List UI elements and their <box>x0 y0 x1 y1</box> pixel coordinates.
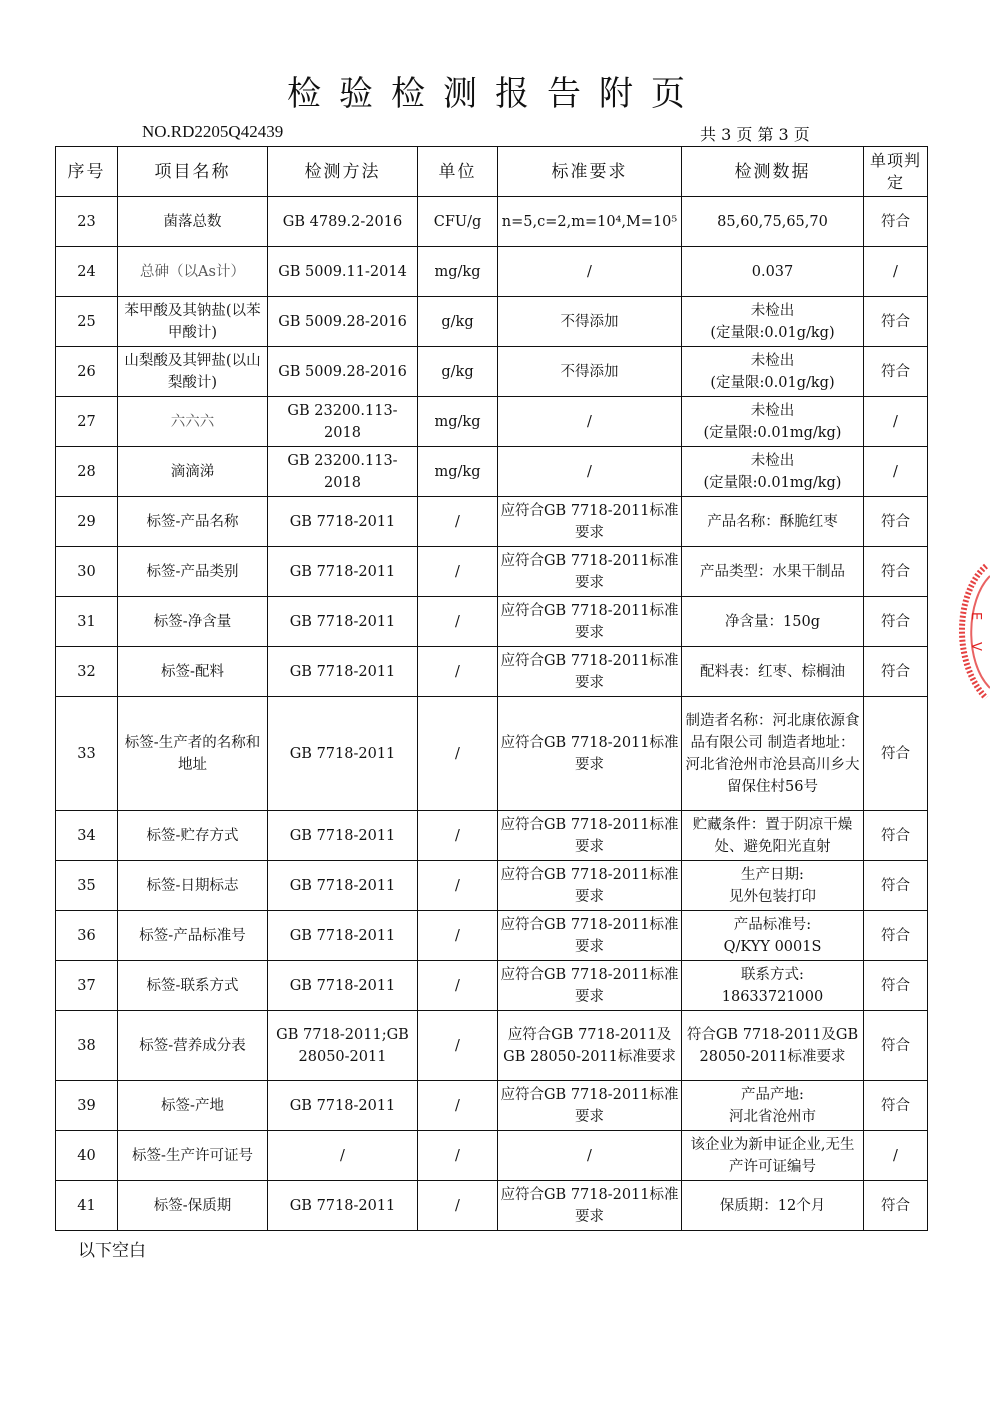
table-row <box>56 247 928 297</box>
standard-requirement: 应符合GB 7718-2011标准要求 <box>498 1081 682 1131</box>
test-data: 0.037 <box>682 247 864 297</box>
item-name: 标签-联系方式 <box>118 961 268 1011</box>
table-body <box>56 197 928 1231</box>
judgement: 符合 <box>864 697 928 811</box>
row-number: 37 <box>56 961 118 1011</box>
standard-requirement: 应符合GB 7718-2011标准要求 <box>498 497 682 547</box>
item-name: 标签-产品类别 <box>118 547 268 597</box>
standard-requirement: n=5,c=2,m=10⁴,M=10⁵ <box>498 197 682 247</box>
row-number: 24 <box>56 247 118 297</box>
test-method: GB 23200.113-2018 <box>268 447 418 497</box>
row-number: 41 <box>56 1181 118 1231</box>
judgement: 符合 <box>864 861 928 911</box>
item-name: 标签-营养成分表 <box>118 1011 268 1081</box>
unit: g/kg <box>418 347 498 397</box>
column-header: 检测数据 <box>682 147 864 197</box>
test-data: 产品名称：酥脆红枣 <box>682 497 864 547</box>
test-data: 产品类型：水果干制品 <box>682 547 864 597</box>
table-header-row <box>56 147 928 197</box>
test-method: GB 5009.28-2016 <box>268 297 418 347</box>
test-data: 配料表：红枣、棕榈油 <box>682 647 864 697</box>
report-number: NO.RD2205Q42439 <box>142 122 284 141</box>
item-name: 滴滴涕 <box>118 447 268 497</box>
standard-requirement: 不得添加 <box>498 347 682 397</box>
table-row <box>56 1011 928 1081</box>
column-header: 单项判定 <box>864 147 928 197</box>
item-name: 标签-生产者的名称和地址 <box>118 697 268 811</box>
test-method: / <box>268 1131 418 1181</box>
test-data: 85,60,75,65,70 <box>682 197 864 247</box>
table-row <box>56 961 928 1011</box>
unit: / <box>418 1011 498 1081</box>
svg-text:E: E <box>968 612 983 621</box>
table-row <box>56 1181 928 1231</box>
row-number: 27 <box>56 397 118 447</box>
test-method: GB 7718-2011 <box>268 1081 418 1131</box>
test-method: GB 4789.2-2016 <box>268 197 418 247</box>
test-data: 制造者名称：河北康依源食品有限公司 制造者地址：河北省沧州市沧县高川乡大留保住村56号 <box>682 697 864 811</box>
row-number: 29 <box>56 497 118 547</box>
unit: / <box>418 861 498 911</box>
standard-requirement: 不得添加 <box>498 297 682 347</box>
test-data: 联系方式: 18633721000 <box>682 961 864 1011</box>
unit: mg/kg <box>418 247 498 297</box>
judgement: 符合 <box>864 1181 928 1231</box>
standard-requirement: 应符合GB 7718-2011标准要求 <box>498 961 682 1011</box>
svg-text:V: V <box>968 642 983 651</box>
unit: / <box>418 547 498 597</box>
test-method: GB 23200.113-2018 <box>268 397 418 447</box>
table-row <box>56 497 928 547</box>
column-header: 序号 <box>56 147 118 197</box>
judgement: 符合 <box>864 497 928 547</box>
column-header: 标准要求 <box>498 147 682 197</box>
test-data: 产品产地: 河北省沧州市 <box>682 1081 864 1131</box>
standard-requirement: / <box>498 247 682 297</box>
judgement: / <box>864 397 928 447</box>
report-table <box>55 146 928 1231</box>
judgement: 符合 <box>864 1081 928 1131</box>
test-data: 生产日期: 见外包装打印 <box>682 861 864 911</box>
table-row <box>56 547 928 597</box>
row-number: 40 <box>56 1131 118 1181</box>
unit: / <box>418 1081 498 1131</box>
item-name: 标签-产品标准号 <box>118 911 268 961</box>
test-method: GB 7718-2011 <box>268 647 418 697</box>
test-data: 净含量：150g <box>682 597 864 647</box>
item-name: 标签-产地 <box>118 1081 268 1131</box>
item-name: 标签-贮存方式 <box>118 811 268 861</box>
test-method: GB 7718-2011 <box>268 697 418 811</box>
table-row <box>56 1131 928 1181</box>
row-number: 23 <box>56 197 118 247</box>
standard-requirement: 应符合GB 7718-2011标准要求 <box>498 547 682 597</box>
judgement: / <box>864 447 928 497</box>
row-number: 30 <box>56 547 118 597</box>
column-header: 单位 <box>418 147 498 197</box>
judgement: 符合 <box>864 911 928 961</box>
item-name: 山梨酸及其钾盐(以山梨酸计) <box>118 347 268 397</box>
standard-requirement: / <box>498 397 682 447</box>
row-number: 26 <box>56 347 118 397</box>
test-method: GB 7718-2011 <box>268 497 418 547</box>
page-title: 检验检测报告附页 <box>287 74 703 114</box>
item-name: 标签-配料 <box>118 647 268 697</box>
table-row <box>56 597 928 647</box>
standard-requirement: 应符合GB 7718-2011及GB 28050-2011标准要求 <box>498 1011 682 1081</box>
judgement: / <box>864 1131 928 1181</box>
row-number: 31 <box>56 597 118 647</box>
judgement: 符合 <box>864 597 928 647</box>
judgement: 符合 <box>864 297 928 347</box>
test-data: 未检出 (定量限:0.01mg/kg) <box>682 447 864 497</box>
test-method: GB 5009.28-2016 <box>268 347 418 397</box>
standard-requirement: 应符合GB 7718-2011标准要求 <box>498 861 682 911</box>
judgement: / <box>864 247 928 297</box>
test-method: GB 7718-2011 <box>268 597 418 647</box>
row-number: 39 <box>56 1081 118 1131</box>
unit: / <box>418 911 498 961</box>
row-number: 33 <box>56 697 118 811</box>
test-data: 未检出 (定量限:0.01mg/kg) <box>682 397 864 447</box>
unit: mg/kg <box>418 447 498 497</box>
judgement: 符合 <box>864 547 928 597</box>
item-name: 标签-净含量 <box>118 597 268 647</box>
table-row <box>56 297 928 347</box>
test-method: GB 7718-2011 <box>268 961 418 1011</box>
item-name: 标签-产品名称 <box>118 497 268 547</box>
judgement: 符合 <box>864 647 928 697</box>
table-row <box>56 197 928 247</box>
row-number: 36 <box>56 911 118 961</box>
unit: / <box>418 647 498 697</box>
table-row <box>56 697 928 811</box>
judgement: 符合 <box>864 811 928 861</box>
table-row <box>56 397 928 447</box>
seal-stamp <box>950 562 990 702</box>
item-name: 标签-日期标志 <box>118 861 268 911</box>
test-method: GB 7718-2011 <box>268 547 418 597</box>
test-data: 未检出 (定量限:0.01g/kg) <box>682 347 864 397</box>
test-method: GB 5009.11-2014 <box>268 247 418 297</box>
test-data: 符合GB 7718-2011及GB 28050-2011标准要求 <box>682 1011 864 1081</box>
judgement: 符合 <box>864 1011 928 1081</box>
table-row <box>56 347 928 397</box>
test-data: 保质期：12个月 <box>682 1181 864 1231</box>
test-method: GB 7718-2011 <box>268 811 418 861</box>
row-number: 32 <box>56 647 118 697</box>
item-name: 标签-生产许可证号 <box>118 1131 268 1181</box>
standard-requirement: 应符合GB 7718-2011标准要求 <box>498 597 682 647</box>
unit: g/kg <box>418 297 498 347</box>
table-row <box>56 811 928 861</box>
unit: / <box>418 1181 498 1231</box>
row-number: 28 <box>56 447 118 497</box>
table-row <box>56 1081 928 1131</box>
unit: / <box>418 597 498 647</box>
row-number: 35 <box>56 861 118 911</box>
unit: / <box>418 961 498 1011</box>
test-data: 产品标准号: Q/KYY 0001S <box>682 911 864 961</box>
item-name: 六六六 <box>118 397 268 447</box>
column-header: 检测方法 <box>268 147 418 197</box>
table-row <box>56 911 928 961</box>
test-data: 贮藏条件：置于阴凉干燥处、避免阳光直射 <box>682 811 864 861</box>
row-number: 34 <box>56 811 118 861</box>
test-data: 该企业为新申证企业,无生产许可证编号 <box>682 1131 864 1181</box>
standard-requirement: 应符合GB 7718-2011标准要求 <box>498 697 682 811</box>
item-name: 菌落总数 <box>118 197 268 247</box>
table-row <box>56 861 928 911</box>
standard-requirement: 应符合GB 7718-2011标准要求 <box>498 811 682 861</box>
standard-requirement: / <box>498 447 682 497</box>
test-method: GB 7718-2011 <box>268 861 418 911</box>
page-info: 共 3 页 第 3 页 <box>700 125 810 144</box>
test-method: GB 7718-2011 <box>268 911 418 961</box>
table-row <box>56 447 928 497</box>
standard-requirement: / <box>498 1131 682 1181</box>
test-method: GB 7718-2011 <box>268 1181 418 1231</box>
standard-requirement: 应符合GB 7718-2011标准要求 <box>498 647 682 697</box>
unit: / <box>418 697 498 811</box>
unit: CFU/g <box>418 197 498 247</box>
table-row <box>56 647 928 697</box>
unit: / <box>418 1131 498 1181</box>
row-number: 25 <box>56 297 118 347</box>
judgement: 符合 <box>864 197 928 247</box>
standard-requirement: 应符合GB 7718-2011标准要求 <box>498 911 682 961</box>
standard-requirement: 应符合GB 7718-2011标准要求 <box>498 1181 682 1231</box>
judgement: 符合 <box>864 347 928 397</box>
item-name: 苯甲酸及其钠盐(以苯甲酸计) <box>118 297 268 347</box>
unit: mg/kg <box>418 397 498 447</box>
test-data: 未检出 (定量限:0.01g/kg) <box>682 297 864 347</box>
unit: / <box>418 811 498 861</box>
test-method: GB 7718-2011;GB 28050-2011 <box>268 1011 418 1081</box>
column-header: 项目名称 <box>118 147 268 197</box>
item-name: 总砷（以As计） <box>118 247 268 297</box>
item-name: 标签-保质期 <box>118 1181 268 1231</box>
row-number: 38 <box>56 1011 118 1081</box>
footer-note: 以下空白 <box>78 1241 146 1261</box>
judgement: 符合 <box>864 961 928 1011</box>
unit: / <box>418 497 498 547</box>
